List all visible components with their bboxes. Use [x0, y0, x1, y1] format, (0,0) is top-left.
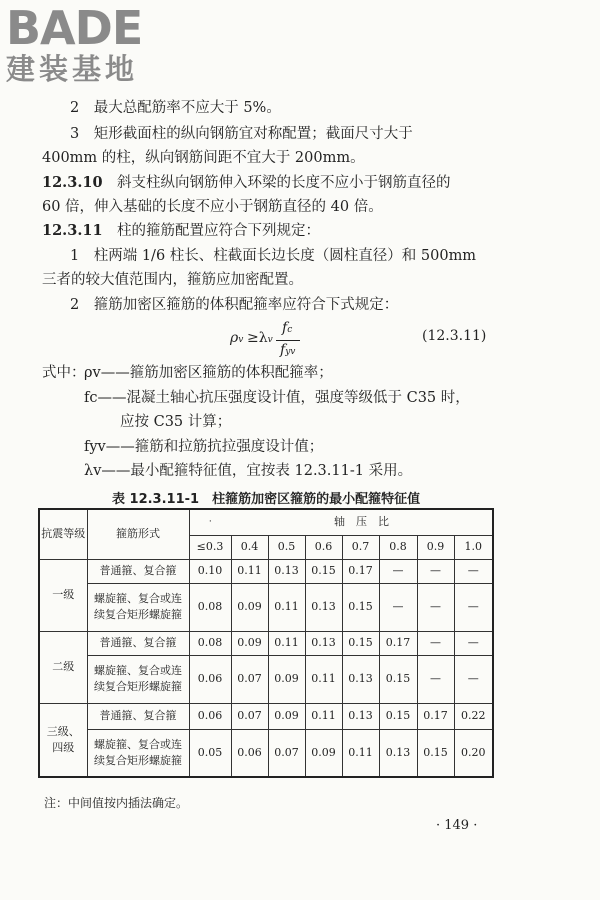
value-cell: 0.11 [268, 583, 305, 631]
formula-lhs: ρv [230, 330, 244, 346]
value-cell: 0.17 [417, 703, 454, 729]
value-cell: 0.13 [342, 703, 379, 729]
value-cell: 0.06 [189, 655, 231, 703]
clause-12-3-10-cont: 60 倍，伸入基础的长度不应小于钢筋直径的 40 倍。 [42, 199, 383, 215]
table-caption: 表 12.3.11-1 柱箍筋加密区箍筋的最小配箍特征值 [112, 492, 421, 507]
value-cell: 0.05 [189, 729, 231, 777]
value-cell: 0.10 [189, 559, 231, 583]
value-cell: 0.13 [305, 583, 342, 631]
value-cell: 0.11 [305, 703, 342, 729]
header-form: 箍筋形式 [87, 509, 189, 559]
table-row [39, 559, 493, 583]
clause-number: 12.3.10 [42, 174, 103, 191]
formula-numerator: fc [282, 320, 293, 336]
value-cell: 0.15 [305, 559, 342, 583]
value-cell: — [417, 655, 454, 703]
clause-12-3-11-item-1: 1 柱两端 1/6 柱长、柱截面长边长度（圆柱直径）和 500mm [70, 248, 477, 264]
table-row [39, 583, 493, 631]
value-cell: 0.09 [231, 631, 268, 655]
grade-cell: 一级 [39, 559, 87, 631]
form-cell: 普通箍、复合箍 [87, 631, 189, 655]
value-cell: 0.13 [268, 559, 305, 583]
ratio-header: 0.9 [417, 535, 454, 559]
logo-word: BADE [6, 1, 143, 55]
ratio-header: 0.4 [231, 535, 268, 559]
ratio-header: 1.0 [454, 535, 493, 559]
watermark-logo [6, 1, 178, 86]
ratio-header: 0.5 [268, 535, 305, 559]
table-row [39, 631, 493, 655]
definitions-intro: 式中： [42, 365, 86, 381]
value-cell: — [454, 631, 493, 655]
value-cell: — [454, 583, 493, 631]
logo-subtitle: 建装基地 [6, 52, 139, 86]
header-dot: · [208, 517, 212, 528]
value-cell: — [417, 559, 454, 583]
value-cell: 0.13 [342, 655, 379, 703]
ratio-header: 0.7 [342, 535, 379, 559]
formula-denominator: fyv [280, 342, 296, 358]
value-cell: 0.09 [231, 583, 268, 631]
clause-number: 12.3.11 [42, 222, 103, 239]
clause-12-3-11-item-2: 2 箍筋加密区箍筋的体积配箍率应符合下式规定： [70, 297, 399, 313]
definition-fc: fc——混凝土轴心抗压强度设计值，强度等级低于 C35 时， [84, 390, 470, 406]
form-cell: 普通箍、复合箍 [87, 559, 189, 583]
value-cell: 0.13 [379, 729, 417, 777]
value-cell: 0.07 [231, 655, 268, 703]
value-cell: 0.22 [454, 703, 493, 729]
ratio-header: ≤0.3 [189, 535, 231, 559]
value-cell: — [454, 655, 493, 703]
clause-12-3-9-item-3-cont: 400mm 的柱，纵向钢筋间距不宜大于 200mm。 [42, 150, 365, 166]
value-cell: — [417, 583, 454, 631]
clause-text: 斜支柱纵向钢筋伸入环梁的长度不应小于钢筋直径的 [117, 175, 451, 191]
value-cell: 0.13 [305, 631, 342, 655]
fraction-bar [276, 340, 300, 341]
grade-cell: 三级、四级 [39, 703, 87, 777]
clause-12-3-9-item-2: 2 最大总配筋率不应大于 5%。 [70, 100, 281, 116]
header-axial-ratio: 轴 压 比 [231, 509, 493, 535]
value-cell: 0.09 [305, 729, 342, 777]
value-cell: 0.09 [268, 655, 305, 703]
value-cell: 0.09 [268, 703, 305, 729]
value-cell: 0.06 [189, 703, 231, 729]
clause-12-3-11-item-1-cont: 三者的较大值范围内，箍筋应加密配置。 [42, 272, 303, 288]
definition-rho: ρv——箍筋加密区箍筋的体积配箍率； [84, 365, 333, 381]
form-cell: 螺旋箍、复合或连续复合矩形螺旋箍 [87, 583, 189, 631]
form-cell: 螺旋箍、复合或连续复合矩形螺旋箍 [87, 655, 189, 703]
formula-12-3-11 [230, 318, 330, 362]
form-cell: 普通箍、复合箍 [87, 703, 189, 729]
table-note: 注：中间值按内插法确定。 [44, 796, 189, 810]
value-cell: 0.15 [379, 703, 417, 729]
definition-fyv: fyv——箍筋和拉筋抗拉强度设计值； [84, 439, 324, 455]
value-cell: 0.07 [231, 703, 268, 729]
clause-12-3-9-item-3: 3 矩形截面柱的纵向钢筋宜对称配置；截面尺寸大于 [70, 126, 413, 142]
formula-relation: ≥λv [247, 330, 273, 346]
value-cell: 0.15 [417, 729, 454, 777]
equation-number: (12.3.11) [422, 328, 487, 344]
value-cell: 0.17 [379, 631, 417, 655]
header-grade: 抗震等级 [39, 509, 87, 559]
value-cell: 0.15 [342, 631, 379, 655]
value-cell: 0.11 [268, 631, 305, 655]
value-cell: 0.07 [268, 729, 305, 777]
value-cell: 0.15 [379, 655, 417, 703]
table-row [39, 729, 493, 777]
definition-lambda: λv——最小配箍特征值，宜按表 12.3.11-1 采用。 [84, 463, 413, 479]
value-cell: 0.08 [189, 631, 231, 655]
value-cell: 0.20 [454, 729, 493, 777]
value-cell: 0.17 [342, 559, 379, 583]
table-row [39, 703, 493, 729]
form-cell: 螺旋箍、复合或连续复合矩形螺旋箍 [87, 729, 189, 777]
clause-text: 柱的箍筋配置应符合下列规定： [117, 223, 321, 239]
definition-fc-cont: 应按 C35 计算； [120, 414, 232, 430]
clause-12-3-11 [42, 221, 320, 241]
clause-12-3-10 [42, 173, 451, 193]
value-cell: — [379, 559, 417, 583]
value-cell: 0.06 [231, 729, 268, 777]
ratio-header: 0.6 [305, 535, 342, 559]
page-number: · 149 · [436, 818, 478, 833]
value-cell: — [379, 583, 417, 631]
value-cell: 0.15 [342, 583, 379, 631]
value-cell: 0.11 [342, 729, 379, 777]
value-cell: 0.11 [231, 559, 268, 583]
ratio-header: 0.8 [379, 535, 417, 559]
value-cell: — [417, 631, 454, 655]
table-row [39, 655, 493, 703]
stirrup-characteristic-table [38, 508, 494, 778]
value-cell: — [454, 559, 493, 583]
value-cell: 0.11 [305, 655, 342, 703]
value-cell: 0.08 [189, 583, 231, 631]
grade-cell: 二级 [39, 631, 87, 703]
